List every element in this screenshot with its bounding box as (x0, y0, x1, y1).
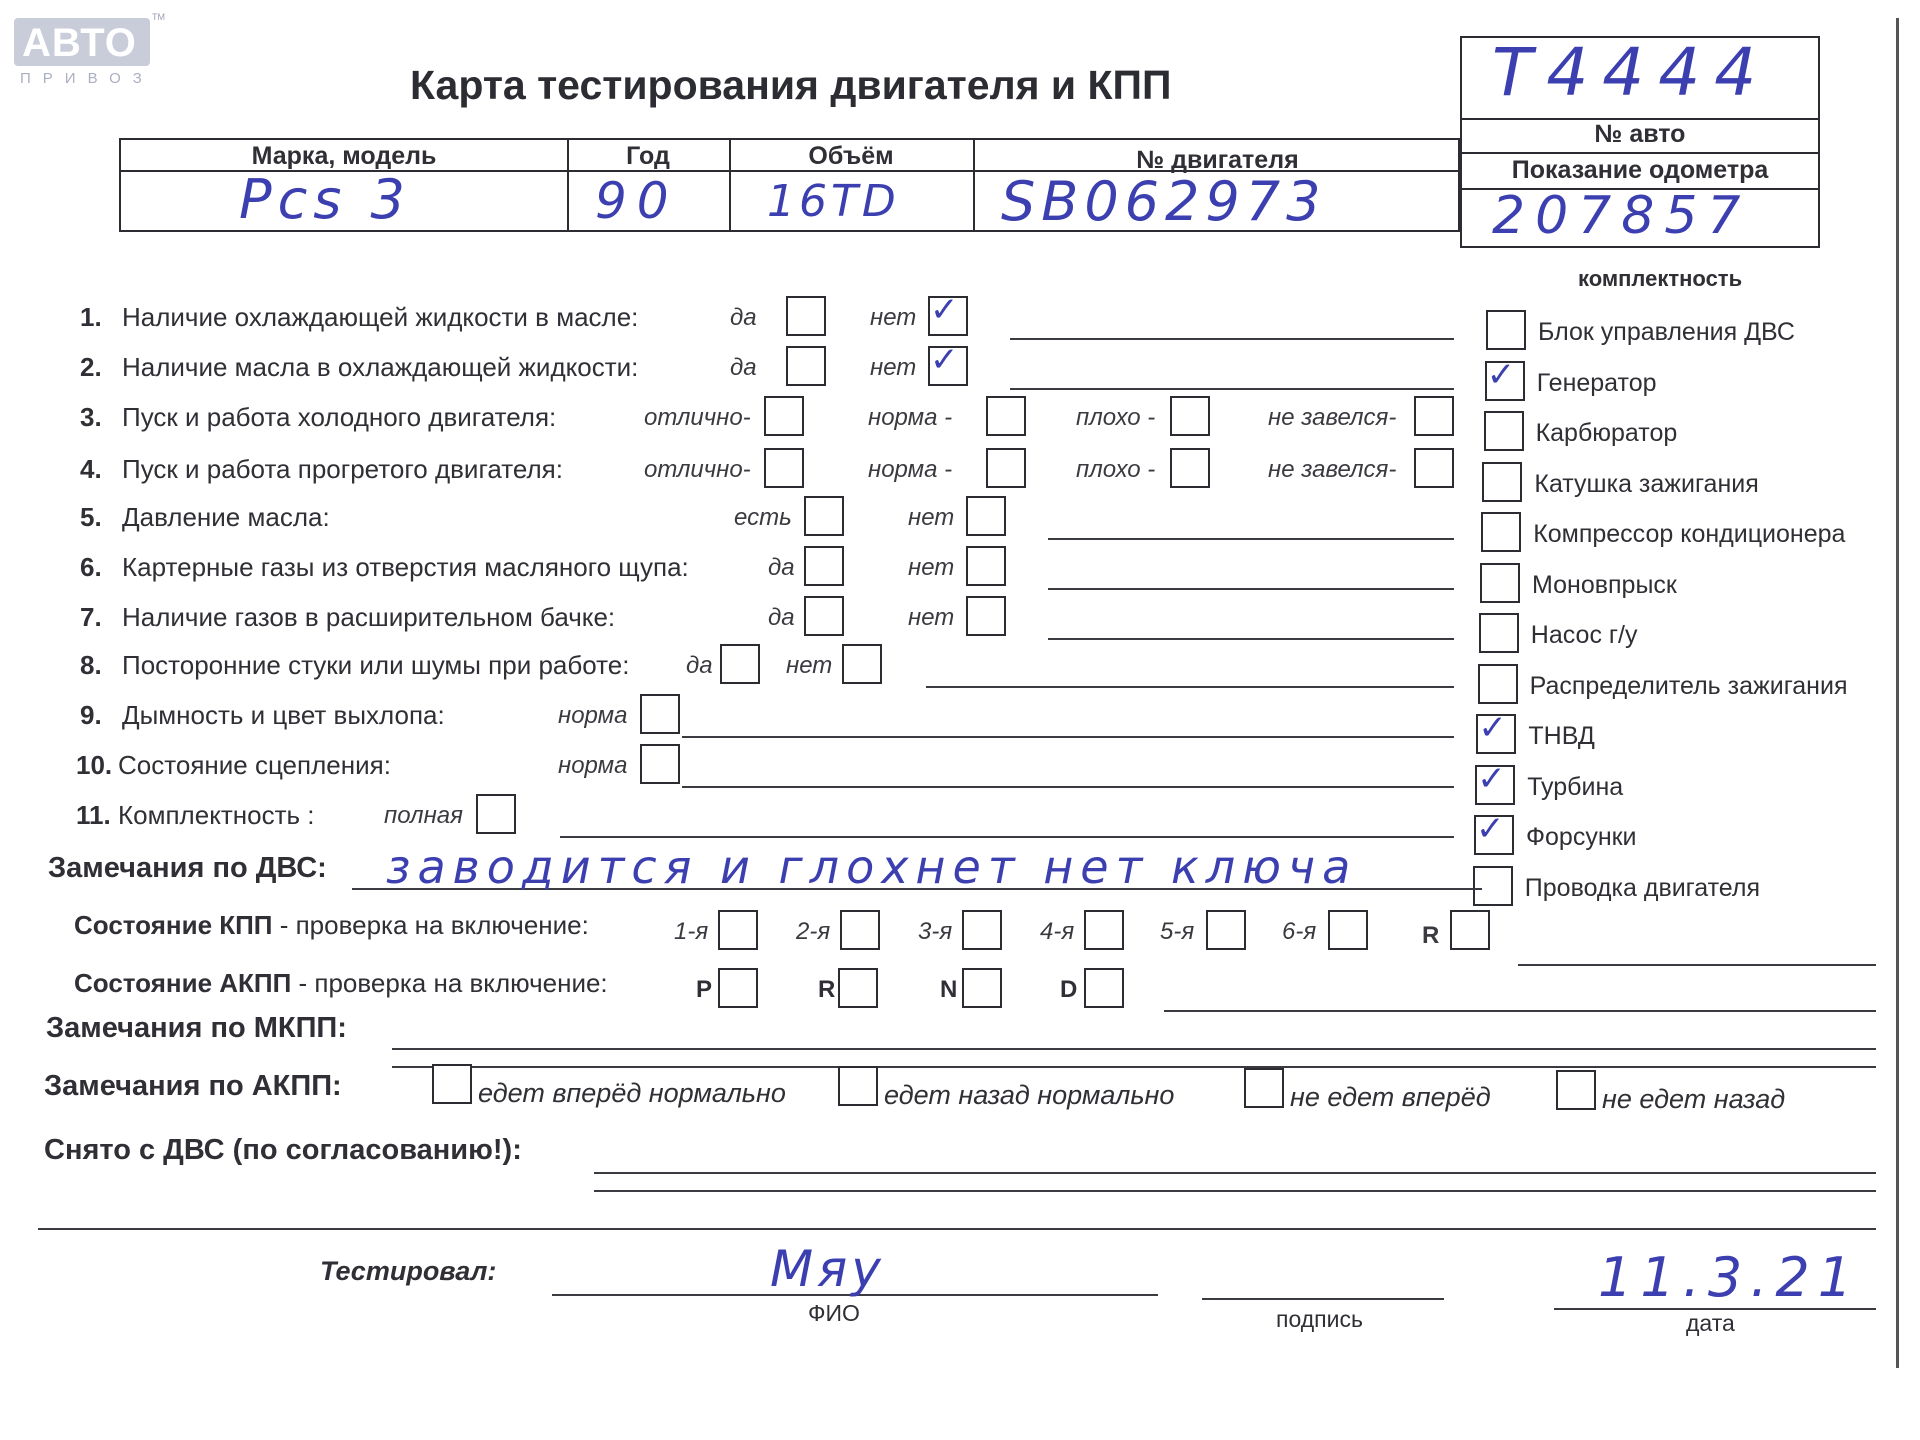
kpp-gear-6-label: 6-я (1282, 918, 1317, 945)
question-6-text: Картерные газы из отверстия масляного щупа: (122, 552, 689, 582)
logo-main: АВТО (22, 21, 137, 65)
question-6-option-2-checkbox[interactable] (966, 546, 1006, 586)
removed-label: Снято с ДВС (по согласованию!): (44, 1134, 522, 1166)
signature-line (1202, 1298, 1444, 1300)
question-3-option-4-label: не завелся- (1268, 404, 1397, 431)
engine-remarks-label: Замечания по ДВС: (48, 852, 327, 884)
completeness-item-5-label: Компрессор кондиционера (1533, 520, 1846, 548)
akpp-remark-1-checkbox[interactable] (432, 1064, 472, 1104)
car-number-label: № авто (1594, 120, 1686, 148)
kpp-line (1518, 964, 1876, 966)
question-7-number: 7. (80, 602, 102, 632)
akpp-label-rest: - проверка на включение: (291, 968, 608, 998)
completeness-item-11-checkbox-check-mark: ✓ (1476, 809, 1505, 849)
akpp-mode-3-checkbox[interactable] (962, 968, 1002, 1008)
completeness-item-4-checkbox[interactable] (1482, 462, 1522, 502)
logo (14, 12, 165, 87)
kpp-label-bold: Состояние КПП (74, 910, 273, 940)
question-4-text: Пуск и работа прогретого двигателя: (122, 454, 563, 484)
question-4-option-3-checkbox[interactable] (1170, 448, 1210, 488)
question-10-comment-line[interactable] (682, 786, 1454, 788)
completeness-item-1-label: Блок управления ДВС (1538, 318, 1795, 346)
question-2-text: Наличие масла в охлаждающей жидкости: (122, 352, 639, 382)
akpp-label-bold: Состояние АКПП (74, 968, 292, 998)
akpp-remark-3-checkbox[interactable] (1244, 1068, 1284, 1108)
question-7-option-2-label: нет (908, 604, 955, 631)
question-5-option-1-checkbox[interactable] (804, 496, 844, 536)
akpp-mode-3-label: N (940, 976, 958, 1003)
akpp-remark-1-label: едет вперёд нормально (478, 1078, 786, 1108)
completeness-title: комплектность (1578, 266, 1743, 291)
question-8-option-1-checkbox[interactable] (720, 644, 760, 684)
question-6-comment-line[interactable] (1048, 588, 1454, 590)
question-2-option-2-checkbox-check-mark: ✓ (930, 340, 959, 380)
question-1-text: Наличие охлаждающей жидкости в масле: (122, 302, 639, 332)
removed-line (594, 1172, 1876, 1174)
kpp-gear-4-label: 4-я (1040, 918, 1075, 945)
question-8-text: Посторонние стуки или шумы при работе: (122, 650, 630, 680)
question-4-option-4-checkbox[interactable] (1414, 448, 1454, 488)
kpp-gear-2-label: 2-я (796, 918, 831, 945)
question-3-option-1-checkbox[interactable] (764, 396, 804, 436)
question-1-option-1-checkbox[interactable] (786, 296, 826, 336)
question-4-option-3-label: плохо - (1076, 456, 1156, 483)
kpp-gear-6-checkbox[interactable] (1328, 910, 1368, 950)
completeness-item-9-label: ТНВД (1528, 722, 1595, 750)
question-3-option-3-label: плохо - (1076, 404, 1156, 431)
question-7-option-2-checkbox[interactable] (966, 596, 1006, 636)
question-8-option-2-checkbox[interactable] (842, 644, 882, 684)
question-6-option-1-label: да (768, 554, 795, 581)
completeness-item-1-checkbox[interactable] (1486, 310, 1526, 350)
question-9-text: Дымность и цвет выхлопа: (122, 700, 445, 730)
kpp-gear-2-checkbox[interactable] (840, 910, 880, 950)
car-number-block (1460, 36, 1820, 248)
question-2-number: 2. (80, 352, 102, 382)
completeness-item-12-checkbox[interactable] (1473, 866, 1513, 906)
question-10-option-1-label: норма (558, 752, 628, 779)
completeness-item-2-checkbox-check-mark: ✓ (1486, 354, 1516, 395)
question-5-text: Давление масла: (122, 502, 330, 532)
question-3-option-4-checkbox[interactable] (1414, 396, 1454, 436)
kpp-gear-7-checkbox[interactable] (1450, 910, 1490, 950)
header-make-label: Марка, модель (251, 142, 437, 170)
akpp-mode-4-checkbox[interactable] (1084, 968, 1124, 1008)
question-4-option-2-label: норма - (868, 456, 953, 483)
question-11-number: 11. (76, 800, 111, 830)
question-10-option-1-checkbox[interactable] (640, 744, 680, 784)
question-11-option-1-checkbox[interactable] (476, 794, 516, 834)
question-9-comment-line[interactable] (682, 736, 1454, 738)
question-5-comment-line[interactable] (1048, 538, 1454, 540)
question-3-text: Пуск и работа холодного двигателя: (122, 402, 557, 432)
year-value: 90 (595, 172, 679, 230)
question-11-text: Комплектность : (118, 800, 315, 830)
akpp-mode-1-checkbox[interactable] (718, 968, 758, 1008)
question-6-number: 6. (80, 552, 102, 582)
question-10-text: Состояние сцепления: (118, 750, 391, 780)
question-8-option-2-label: нет (786, 652, 833, 679)
kpp-gear-5-checkbox[interactable] (1206, 910, 1246, 950)
question-9-option-1-label: норма (558, 702, 628, 729)
question-5-option-2-label: нет (908, 504, 955, 531)
completeness-item-2-label: Генератор (1536, 368, 1657, 397)
logo-sub: ПРИВОЗ (20, 70, 154, 87)
akpp-mode-1-label: P (696, 976, 713, 1003)
question-5-option-1-label: есть (734, 504, 792, 531)
kpp-gear-1-checkbox[interactable] (718, 910, 758, 950)
question-4-option-1-label: отлично- (644, 456, 751, 483)
completeness-item-10-checkbox-check-mark: ✓ (1477, 758, 1506, 799)
akpp-mode-2-label: R (818, 976, 836, 1003)
question-8-number: 8. (80, 650, 102, 680)
name-caption: ФИО (808, 1300, 860, 1326)
kpp-label (74, 910, 589, 941)
question-3-option-2-label: норма - (868, 404, 953, 431)
tested-label: Тестировал: (320, 1256, 497, 1286)
kpp-gear-5-label: 5-я (1160, 918, 1195, 945)
header-volume-label: Объём (808, 142, 894, 170)
kpp-label-rest: - проверка на включение: (272, 910, 589, 940)
page-edge-line (1896, 18, 1899, 1368)
header-table (119, 138, 1460, 232)
question-5-option-2-checkbox[interactable] (966, 496, 1006, 536)
kpp-gear-1-label: 1-я (674, 918, 709, 945)
akpp-remark-4-label: не едет назад (1602, 1084, 1786, 1114)
akpp-mode-2-checkbox[interactable] (838, 968, 878, 1008)
page-title: Карта тестирования двигателя и КПП (410, 62, 1172, 108)
question-7-option-1-label: да (768, 604, 795, 631)
kpp-gear-3-label: 3-я (918, 918, 953, 945)
question-4-option-4-label: не завелся- (1268, 456, 1397, 483)
question-7-option-1-checkbox[interactable] (804, 596, 844, 636)
completeness-item-4-label: Катушка зажигания (1534, 469, 1759, 498)
question-8-comment-line[interactable] (926, 686, 1454, 688)
logo-tm: TM (152, 12, 165, 22)
question-3-option-2-checkbox[interactable] (986, 396, 1026, 436)
question-3-option-1-label: отлично- (644, 404, 751, 431)
question-1-option-2-label: нет (870, 304, 917, 331)
question-8-option-1-label: да (686, 652, 713, 679)
question-1-option-2-checkbox-check-mark: ✓ (930, 290, 959, 330)
date-caption: дата (1686, 1310, 1735, 1336)
name-value[interactable]: Мяу (770, 1240, 885, 1298)
question-6-option-2-label: нет (908, 554, 955, 581)
question-1-option-1-label: да (730, 304, 757, 331)
volume-value: 16TD (767, 176, 900, 227)
engine-remarks-value[interactable]: заводится и глохнет нет ключа (386, 840, 1358, 894)
question-6-option-1-checkbox[interactable] (804, 546, 844, 586)
kpp-gear-3-checkbox[interactable] (962, 910, 1002, 950)
odometer-value: 207857 (1492, 186, 1751, 246)
odometer-label: Показание одометра (1511, 156, 1769, 184)
removed-line-2 (594, 1190, 1876, 1192)
question-2-option-1-label: да (730, 354, 757, 381)
completeness-item-3-checkbox[interactable] (1484, 411, 1524, 451)
completeness-item-8-checkbox[interactable] (1478, 664, 1518, 704)
signature-caption: подпись (1276, 1306, 1363, 1332)
question-11-comment-line[interactable] (560, 836, 1454, 838)
question-2-comment-line[interactable] (1010, 388, 1454, 390)
question-2-option-1-checkbox[interactable] (786, 346, 826, 386)
kpp-gear-4-checkbox[interactable] (1084, 910, 1124, 950)
completeness-item-7-label: Насос г/у (1530, 621, 1638, 649)
question-1-number: 1. (80, 302, 102, 332)
mkpp-remarks-line (392, 1048, 1876, 1050)
mkpp-remarks-line-2 (392, 1066, 1876, 1068)
question-9-option-1-checkbox[interactable] (640, 694, 680, 734)
question-5-number: 5. (80, 502, 102, 532)
akpp-remark-3-label: не едет вперёд (1290, 1082, 1491, 1112)
engine-no-value: SB062973 (1001, 170, 1327, 233)
question-1-comment-line[interactable] (1010, 338, 1454, 340)
question-3-option-3-checkbox[interactable] (1170, 396, 1210, 436)
section-divider (38, 1228, 1876, 1230)
completeness-item-12-label: Проводка двигателя (1524, 873, 1760, 902)
header-engine-no-label: № двигателя (1136, 146, 1299, 174)
completeness-item-9-checkbox-check-mark: ✓ (1478, 708, 1507, 748)
question-9-number: 9. (80, 700, 102, 730)
akpp-remark-4-checkbox[interactable] (1556, 1070, 1596, 1110)
completeness-item-6-checkbox[interactable] (1480, 563, 1520, 603)
completeness-item-3-label: Карбюратор (1535, 419, 1678, 447)
completeness-item-6-label: Моновпрыск (1532, 570, 1677, 599)
question-11-option-1-label: полная (384, 802, 463, 829)
question-2-option-2-label: нет (870, 354, 917, 381)
date-value[interactable]: 11.3.21 (1598, 1246, 1861, 1309)
question-4-number: 4. (80, 454, 102, 484)
make-model-value: Pcs 3 (239, 168, 411, 231)
completeness-item-10-label: Турбина (1527, 772, 1624, 801)
completeness-item-7-checkbox[interactable] (1479, 613, 1519, 653)
akpp-line (1164, 1010, 1876, 1012)
question-10-number: 10. (76, 750, 113, 780)
akpp-remark-2-checkbox[interactable] (838, 1066, 878, 1106)
completeness-item-8-label: Распределитель зажигания (1529, 671, 1848, 700)
mkpp-remarks-label: Замечания по МКПП: (46, 1012, 347, 1044)
kpp-gear-7-label: R (1422, 922, 1440, 949)
question-4-option-1-checkbox[interactable] (764, 448, 804, 488)
car-number-value: Т4444 (1492, 34, 1771, 111)
completeness-item-5-checkbox[interactable] (1481, 512, 1521, 552)
completeness-item-11-label: Форсунки (1526, 823, 1637, 851)
question-4-option-2-checkbox[interactable] (986, 448, 1026, 488)
question-7-comment-line[interactable] (1048, 638, 1454, 640)
header-year-label: Год (626, 142, 670, 170)
akpp-mode-4-label: D (1060, 976, 1078, 1003)
akpp-remark-2-label: едет назад нормально (884, 1080, 1175, 1110)
akpp-label (74, 968, 608, 999)
question-3-number: 3. (80, 402, 102, 432)
akpp-remarks-label: Замечания по АКПП: (44, 1070, 342, 1102)
question-7-text: Наличие газов в расширительном бачке: (122, 602, 616, 632)
